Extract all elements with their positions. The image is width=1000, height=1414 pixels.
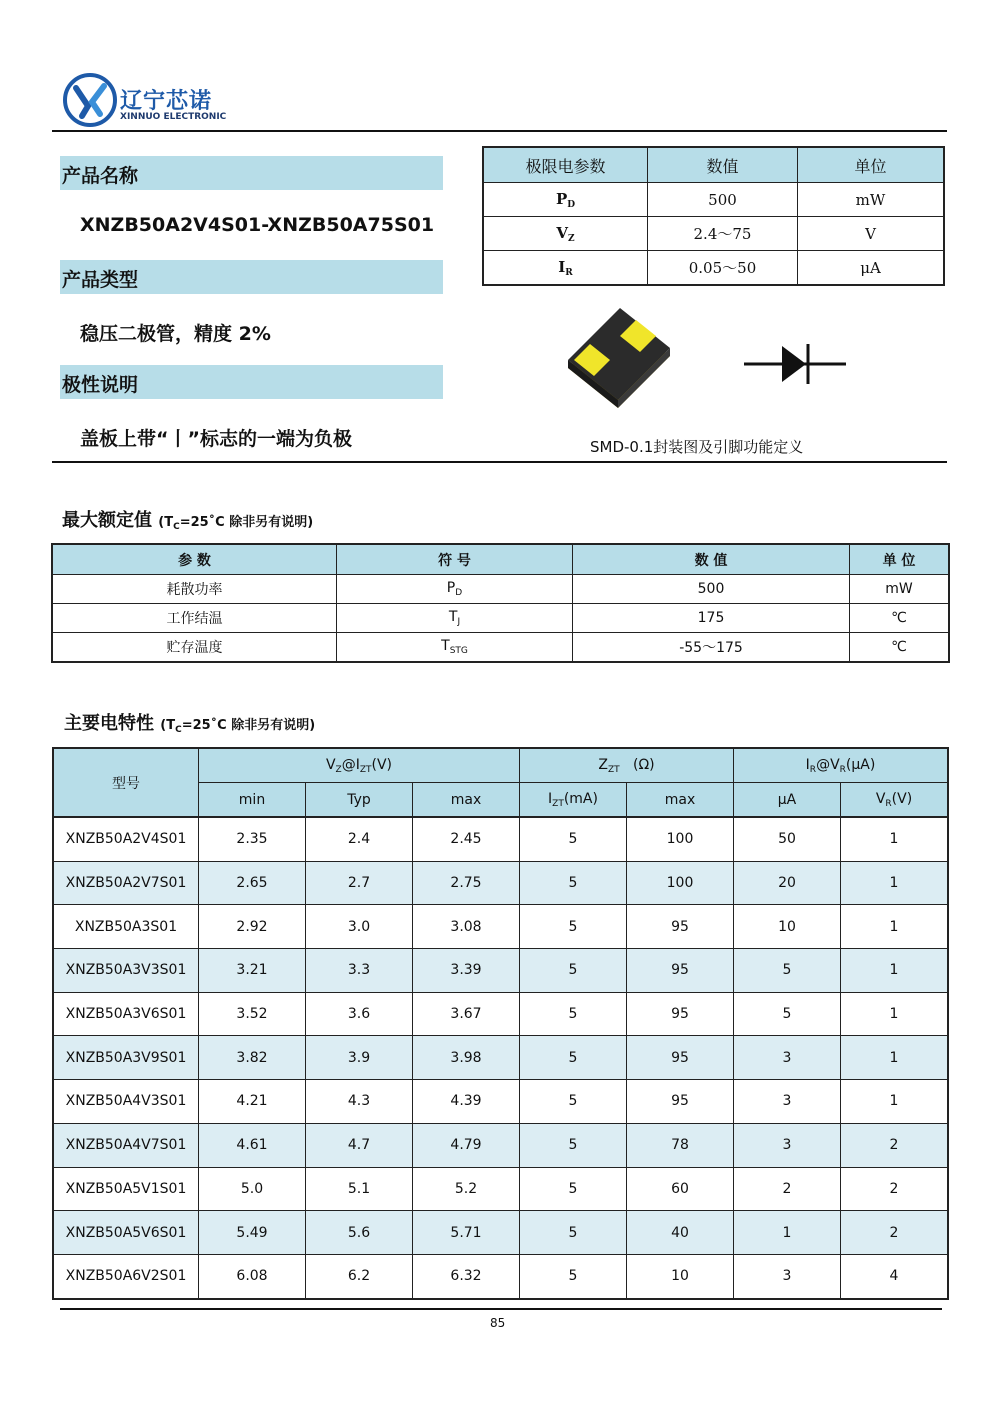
package-caption: SMD-0.1封装图及引脚功能定义 [590, 438, 804, 456]
header-rule [52, 130, 947, 132]
value-cell: 5 [520, 1036, 627, 1080]
value-cell: 78 [627, 1123, 734, 1167]
company-logo [62, 72, 118, 128]
product-type-value: 稳压二极管，精度 2% [80, 323, 271, 345]
page-number: 85 [490, 1316, 506, 1330]
max-symbol: $T_{STG}$ [337, 633, 573, 663]
brand-name-cn: 辽宁芯诺 [120, 89, 213, 114]
table-row [53, 992, 948, 1036]
limit-unit: μA [798, 251, 945, 286]
max-unit: ℃ [850, 633, 950, 663]
model-cell: XNZB50A5V6S01 [53, 1211, 199, 1255]
model-cell: XNZB50A3V3S01 [53, 949, 199, 993]
limit-header-param: 极限电参数 [483, 147, 648, 183]
max-header-value: 数 值 [573, 544, 850, 575]
value-cell: 4.79 [413, 1123, 520, 1167]
value-cell: 4.7 [306, 1123, 413, 1167]
value-cell: 2.45 [413, 817, 520, 861]
value-cell: 10 [627, 1254, 734, 1298]
electrical-condition: ($T_C=25˚C$ 除非另有说明) [160, 718, 316, 735]
model-cell: XNZB50A5V1S01 [53, 1167, 199, 1211]
value-cell: 5 [520, 1254, 627, 1298]
value-cell: 2.75 [413, 861, 520, 905]
max-param: 耗散功率 [52, 575, 337, 604]
value-cell: 2.35 [199, 817, 306, 861]
limit-param-sub: Z [568, 233, 575, 244]
table-row [53, 905, 948, 949]
model-cell: XNZB50A4V3S01 [53, 1080, 199, 1124]
info-rule [52, 461, 947, 463]
value-cell: 2.4 [306, 817, 413, 861]
electrical-table-body [53, 817, 948, 1299]
max-ratings-title [62, 506, 313, 532]
table-row [483, 217, 944, 251]
max-param: 贮存温度 [52, 633, 337, 663]
product-type-label: 产品类型 [62, 269, 139, 291]
value-cell: 20 [734, 861, 841, 905]
value-cell: 5 [520, 1123, 627, 1167]
value-cell: 1 [841, 1080, 949, 1124]
max-param: 工作结温 [52, 604, 337, 633]
value-cell: 95 [627, 905, 734, 949]
limit-param-sub: R [565, 267, 573, 278]
value-cell: 60 [627, 1167, 734, 1211]
table-row [483, 183, 944, 217]
limit-value: 500 [648, 183, 798, 217]
value-cell: 4.39 [413, 1080, 520, 1124]
model-cell: XNZB50A3V6S01 [53, 992, 199, 1036]
value-cell: 2 [841, 1211, 949, 1255]
value-cell: 4.21 [199, 1080, 306, 1124]
value-cell: 2.92 [199, 905, 306, 949]
header-vz: $V_Z@I_{ZT}(V)$ [199, 748, 520, 783]
value-cell: 5 [520, 1211, 627, 1255]
value-cell: 95 [627, 949, 734, 993]
header-zmax: max [627, 783, 734, 818]
value-cell: 95 [627, 992, 734, 1036]
value-cell: 100 [627, 861, 734, 905]
value-cell: 3 [734, 1254, 841, 1298]
value-cell: 6.2 [306, 1254, 413, 1298]
header-vr: $V_R(V)$ [841, 783, 949, 818]
model-cell: XNZB50A3S01 [53, 905, 199, 949]
max-ratings-condition: ($T_C=25˚C$ 除非另有说明) [158, 515, 314, 532]
value-cell: 10 [734, 905, 841, 949]
value-cell: 5 [734, 949, 841, 993]
table-row [53, 1167, 948, 1211]
max-symbol: $P_D$ [337, 575, 573, 604]
polarity-band [60, 365, 443, 399]
value-cell: 3.3 [306, 949, 413, 993]
table-row [53, 817, 948, 861]
value-cell: 5 [520, 992, 627, 1036]
value-cell: 1 [841, 861, 949, 905]
value-cell: 5.1 [306, 1167, 413, 1211]
limit-unit: mW [798, 183, 945, 217]
value-cell: 1 [841, 949, 949, 993]
max-value: 500 [573, 575, 850, 604]
header-min: min [199, 783, 306, 818]
value-cell: 6.32 [413, 1254, 520, 1298]
value-cell: 50 [734, 817, 841, 861]
header-zzt: $Z_{ZT}$ (Ω) [520, 748, 734, 783]
electrical-title [64, 709, 315, 735]
value-cell: 95 [627, 1036, 734, 1080]
value-cell: 5 [520, 905, 627, 949]
max-header-param: 参 数 [52, 544, 337, 575]
product-name-value: XNZB50A2V4S01-XNZB50A75S01 [80, 214, 435, 236]
header-model: 型号 [53, 748, 199, 817]
value-cell: 2 [841, 1167, 949, 1211]
value-cell: 3.98 [413, 1036, 520, 1080]
limit-param: V [556, 223, 569, 242]
value-cell: 4.3 [306, 1080, 413, 1124]
model-cell: XNZB50A2V4S01 [53, 817, 199, 861]
value-cell: 3.21 [199, 949, 306, 993]
header-ir: $I_R@V_R(\mu A)$ [734, 748, 949, 783]
limit-param: P [555, 189, 568, 208]
value-cell: 5.0 [199, 1167, 306, 1211]
max-ratings-table [51, 543, 950, 663]
value-cell: 3 [734, 1080, 841, 1124]
limit-value: 0.05～50 [648, 251, 798, 286]
brand-name-en: XINNUO ELECTRONIC [120, 112, 227, 122]
limit-param: I [558, 257, 566, 276]
table-row [53, 1211, 948, 1255]
value-cell: 5 [520, 817, 627, 861]
value-cell: 4 [841, 1254, 949, 1298]
value-cell: 1 [734, 1211, 841, 1255]
value-cell: 5.2 [413, 1167, 520, 1211]
value-cell: 5 [520, 949, 627, 993]
max-unit: mW [850, 575, 950, 604]
value-cell: 40 [627, 1211, 734, 1255]
max-header-unit: 单 位 [850, 544, 950, 575]
value-cell: 1 [841, 905, 949, 949]
value-cell: 5 [734, 992, 841, 1036]
table-row [53, 1254, 948, 1298]
value-cell: 1 [841, 992, 949, 1036]
value-cell: 1 [841, 1036, 949, 1080]
value-cell: 3.52 [199, 992, 306, 1036]
polarity-value: 盖板上带“丨”标志的一端为负极 [80, 428, 352, 450]
table-row [52, 604, 949, 633]
header-max: max [413, 783, 520, 818]
limit-param-sub: D [567, 199, 576, 210]
product-type-band [60, 260, 443, 294]
value-cell: 5 [520, 1167, 627, 1211]
product-name-band [60, 156, 443, 190]
header-typ: Typ [306, 783, 413, 818]
product-name-label: 产品名称 [62, 165, 139, 187]
value-cell: 3 [734, 1036, 841, 1080]
electrical-table [52, 747, 949, 1300]
table-row [483, 251, 944, 286]
limit-value: 2.4～75 [648, 217, 798, 251]
model-cell: XNZB50A6V2S01 [53, 1254, 199, 1298]
diode-symbol-icon [740, 340, 850, 388]
value-cell: 95 [627, 1080, 734, 1124]
value-cell: 2 [841, 1123, 949, 1167]
electrical-title-text: 主要电特性 [64, 713, 154, 734]
max-value: -55～175 [573, 633, 850, 663]
value-cell: 1 [841, 817, 949, 861]
header-ua: μA [734, 783, 841, 818]
max-value: 175 [573, 604, 850, 633]
model-cell: XNZB50A2V7S01 [53, 861, 199, 905]
table-row [53, 949, 948, 993]
value-cell: 3.0 [306, 905, 413, 949]
value-cell: 3.82 [199, 1036, 306, 1080]
value-cell: 5.71 [413, 1211, 520, 1255]
value-cell: 3 [734, 1123, 841, 1167]
table-row [53, 861, 948, 905]
value-cell: 3.39 [413, 949, 520, 993]
table-row [52, 633, 949, 663]
value-cell: 2 [734, 1167, 841, 1211]
value-cell: 3.08 [413, 905, 520, 949]
limit-header-value: 数值 [648, 147, 798, 183]
value-cell: 2.65 [199, 861, 306, 905]
value-cell: 4.61 [199, 1123, 306, 1167]
value-cell: 3.6 [306, 992, 413, 1036]
table-row [53, 1080, 948, 1124]
value-cell: 100 [627, 817, 734, 861]
table-row [53, 1036, 948, 1080]
max-ratings-title-text: 最大额定值 [62, 510, 152, 531]
footer-rule [60, 1308, 942, 1310]
value-cell: 3.67 [413, 992, 520, 1036]
limit-unit: V [798, 217, 945, 251]
limit-header-unit: 单位 [798, 147, 945, 183]
max-unit: ℃ [850, 604, 950, 633]
value-cell: 6.08 [199, 1254, 306, 1298]
table-row [52, 575, 949, 604]
value-cell: 5.49 [199, 1211, 306, 1255]
value-cell: 3.9 [306, 1036, 413, 1080]
table-row [53, 1123, 948, 1167]
value-cell: 2.7 [306, 861, 413, 905]
header-izt: $I_{ZT}(mA)$ [520, 783, 627, 818]
package-image [560, 308, 680, 413]
value-cell: 5.6 [306, 1211, 413, 1255]
value-cell: 5 [520, 861, 627, 905]
limit-parameters-table [482, 146, 945, 286]
model-cell: XNZB50A3V9S01 [53, 1036, 199, 1080]
max-header-symbol: 符 号 [337, 544, 573, 575]
value-cell: 5 [520, 1080, 627, 1124]
polarity-label: 极性说明 [62, 374, 139, 396]
model-cell: XNZB50A4V7S01 [53, 1123, 199, 1167]
max-symbol: $T_J$ [337, 604, 573, 633]
